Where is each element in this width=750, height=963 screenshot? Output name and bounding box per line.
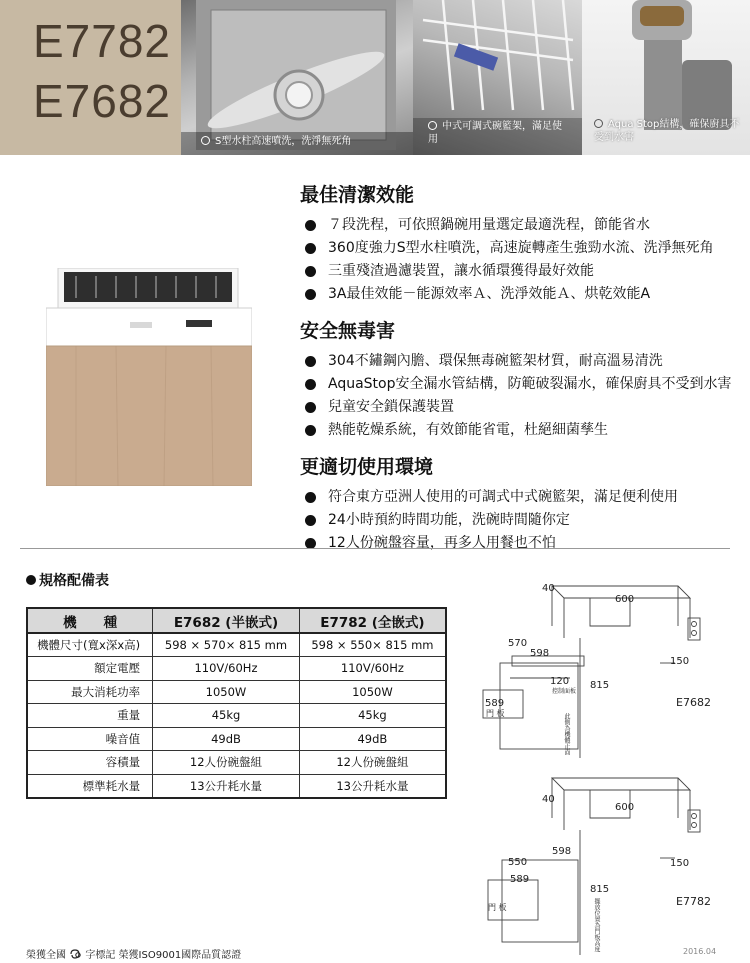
spec-row-label: 重量: [27, 704, 153, 728]
dim-label: 600: [615, 594, 635, 605]
caption-spray: [201, 135, 351, 148]
photo-basket: [413, 0, 582, 155]
spec-cell-e7782: 13公升耗水量: [299, 774, 446, 798]
dim-label: 815: [590, 884, 610, 895]
table-row: [27, 774, 446, 798]
caption-aquastop: [594, 118, 746, 144]
spec-cell-e7682: 110V/60Hz: [153, 657, 300, 681]
diagram-e7682-drawing: [480, 578, 730, 768]
table-row: [27, 727, 446, 751]
dim-label: 598: [552, 846, 572, 857]
feature-item: AquaStop安全漏水管結構，防範破裂漏水，確保廚具不受到水害: [300, 373, 740, 396]
dim-label: 598: [530, 648, 550, 659]
caption-aquastop-text: Aqua Stop結構，確保廚具不受到水害: [594, 119, 740, 143]
table-row: [27, 751, 446, 775]
installation-diagram-e7782: [480, 770, 730, 960]
feature-item: 兒童安全鎖保護裝置: [300, 396, 740, 419]
footer-text-mark: 字標記: [85, 950, 116, 961]
spec-row-label: 最大消耗功率: [27, 680, 153, 704]
dishwasher-illustration: [46, 268, 252, 486]
feature-heading-safety: 安全無毒害: [300, 320, 396, 342]
cns-mark-icon: [69, 949, 82, 959]
spec-cell-e7682: 598 × 570× 815 mm: [153, 633, 300, 657]
feature-list-safety: [300, 350, 740, 442]
caption-basket-text: 中式可調式碗籃架，滿足使用: [428, 121, 562, 145]
photo-spray-arm: [181, 0, 413, 155]
features-section: [300, 180, 740, 565]
dim-label: 815: [590, 680, 610, 691]
spec-cell-e7782: 45kg: [299, 704, 446, 728]
spec-header-e7782: E7782 (全嵌式): [299, 608, 446, 633]
door-label: 門 板: [488, 903, 507, 912]
dim-label: 570: [508, 638, 528, 649]
side-note: 擺放位置為門板高度: [593, 898, 600, 952]
header-band: [0, 0, 750, 155]
spec-cell-e7682: 13公升耗水量: [153, 774, 300, 798]
feature-item: 360度強力S型水柱噴洗，高速旋轉產生強勁水流、洗淨無死角: [300, 237, 740, 260]
caption-bullet-icon: [201, 136, 210, 145]
dim-label: 120: [550, 676, 570, 687]
publish-date: 2016.04: [683, 947, 717, 956]
spec-header-e7682: E7682 (半嵌式): [153, 608, 300, 633]
spec-cell-e7782: 1050W: [299, 680, 446, 704]
model-name-1: E7782: [33, 15, 172, 67]
table-row: [27, 680, 446, 704]
feature-item: ７段洗程，可依照鍋碗用量選定最適洗程，節能省水: [300, 214, 740, 237]
dim-label: 550: [508, 857, 528, 868]
spray-arm-image: [181, 0, 413, 155]
spec-title-text: 規格配備表: [39, 573, 109, 589]
feature-list-clean: [300, 214, 740, 306]
feature-heading-clean: 最佳清潔效能: [300, 184, 415, 206]
feature-item: 熱能乾燥系統，有效節能省電，杜絕細菌孳生: [300, 419, 740, 442]
footer-certifications: [26, 946, 241, 961]
footer-text-iso: 榮獲ISO9001國際品質認證: [118, 950, 242, 961]
dim-label: 589: [510, 874, 530, 885]
spec-row-label: 噪音值: [27, 727, 153, 751]
dim-label: 600: [615, 802, 635, 813]
feature-heading-environment: 更適切使用環境: [300, 456, 434, 478]
bullet-icon: [26, 575, 36, 585]
diagram-model-label: E7782: [676, 895, 711, 908]
diagram-model-label: E7682: [676, 696, 711, 709]
spec-cell-e7782: 598 × 550× 815 mm: [299, 633, 446, 657]
caption-spray-text: S型水柱高速噴洗，洗淨無死角: [215, 136, 352, 147]
photo-aquastop: [582, 0, 750, 155]
footer-text-national: 榮獲全國: [26, 950, 66, 961]
spec-row-label: 標準耗水量: [27, 774, 153, 798]
dim-label: 150: [670, 858, 690, 869]
caption-basket: [428, 120, 568, 146]
table-row: [27, 633, 446, 657]
spec-cell-e7682: 1050W: [153, 680, 300, 704]
spec-cell-e7782: 110V/60Hz: [299, 657, 446, 681]
table-row: [27, 657, 446, 681]
feature-item: 24小時預約時間功能，洗碗時間隨你定: [300, 509, 740, 532]
side-note: 此側為機體正面: [563, 713, 570, 755]
dim-label: 40: [542, 583, 555, 594]
spec-row-label: 容積量: [27, 751, 153, 775]
spec-table: [26, 607, 447, 799]
feature-item: 12人份碗盤容量，再多人用餐也不怕: [300, 532, 740, 555]
model-name-2: E7682: [33, 75, 172, 127]
spec-header-model: 機 種: [27, 608, 153, 633]
spec-cell-e7782: 12人份碗盤組: [299, 751, 446, 775]
spec-row-label: 額定電壓: [27, 657, 153, 681]
spec-title: [26, 570, 109, 590]
door-label: 門 板: [486, 709, 505, 718]
model-name-block: [0, 0, 181, 155]
feature-item: 三重殘渣過濾裝置，讓水循環獲得最好效能: [300, 260, 740, 283]
caption-bullet-icon: [428, 121, 437, 130]
spec-cell-e7782: 49dB: [299, 727, 446, 751]
feature-item: 符合東方亞洲人使用的可調式中式碗籃架，滿足便利使用: [300, 486, 740, 509]
spec-row-label: 機體尺寸(寬x深x高): [27, 633, 153, 657]
panel-label: 控制面板: [552, 688, 577, 695]
feature-item: 304不鏽鋼內膽、環保無毒碗籃架材質，耐高溫易清洗: [300, 350, 740, 373]
spec-cell-e7682: 12人份碗盤組: [153, 751, 300, 775]
feature-item: 3A最佳效能－能源效率Ａ、洗淨效能Ａ、烘乾效能A: [300, 283, 740, 306]
feature-list-environment: [300, 486, 740, 555]
dim-label: 589: [485, 698, 505, 709]
dim-label: 40: [542, 794, 555, 805]
spec-cell-e7682: 45kg: [153, 704, 300, 728]
spec-header-row: [27, 608, 446, 633]
caption-bullet-icon: [594, 119, 603, 128]
table-row: [27, 704, 446, 728]
spec-cell-e7682: 49dB: [153, 727, 300, 751]
installation-diagram-e7682: [480, 578, 730, 768]
section-divider: [20, 548, 730, 549]
dim-label: 150: [670, 656, 690, 667]
